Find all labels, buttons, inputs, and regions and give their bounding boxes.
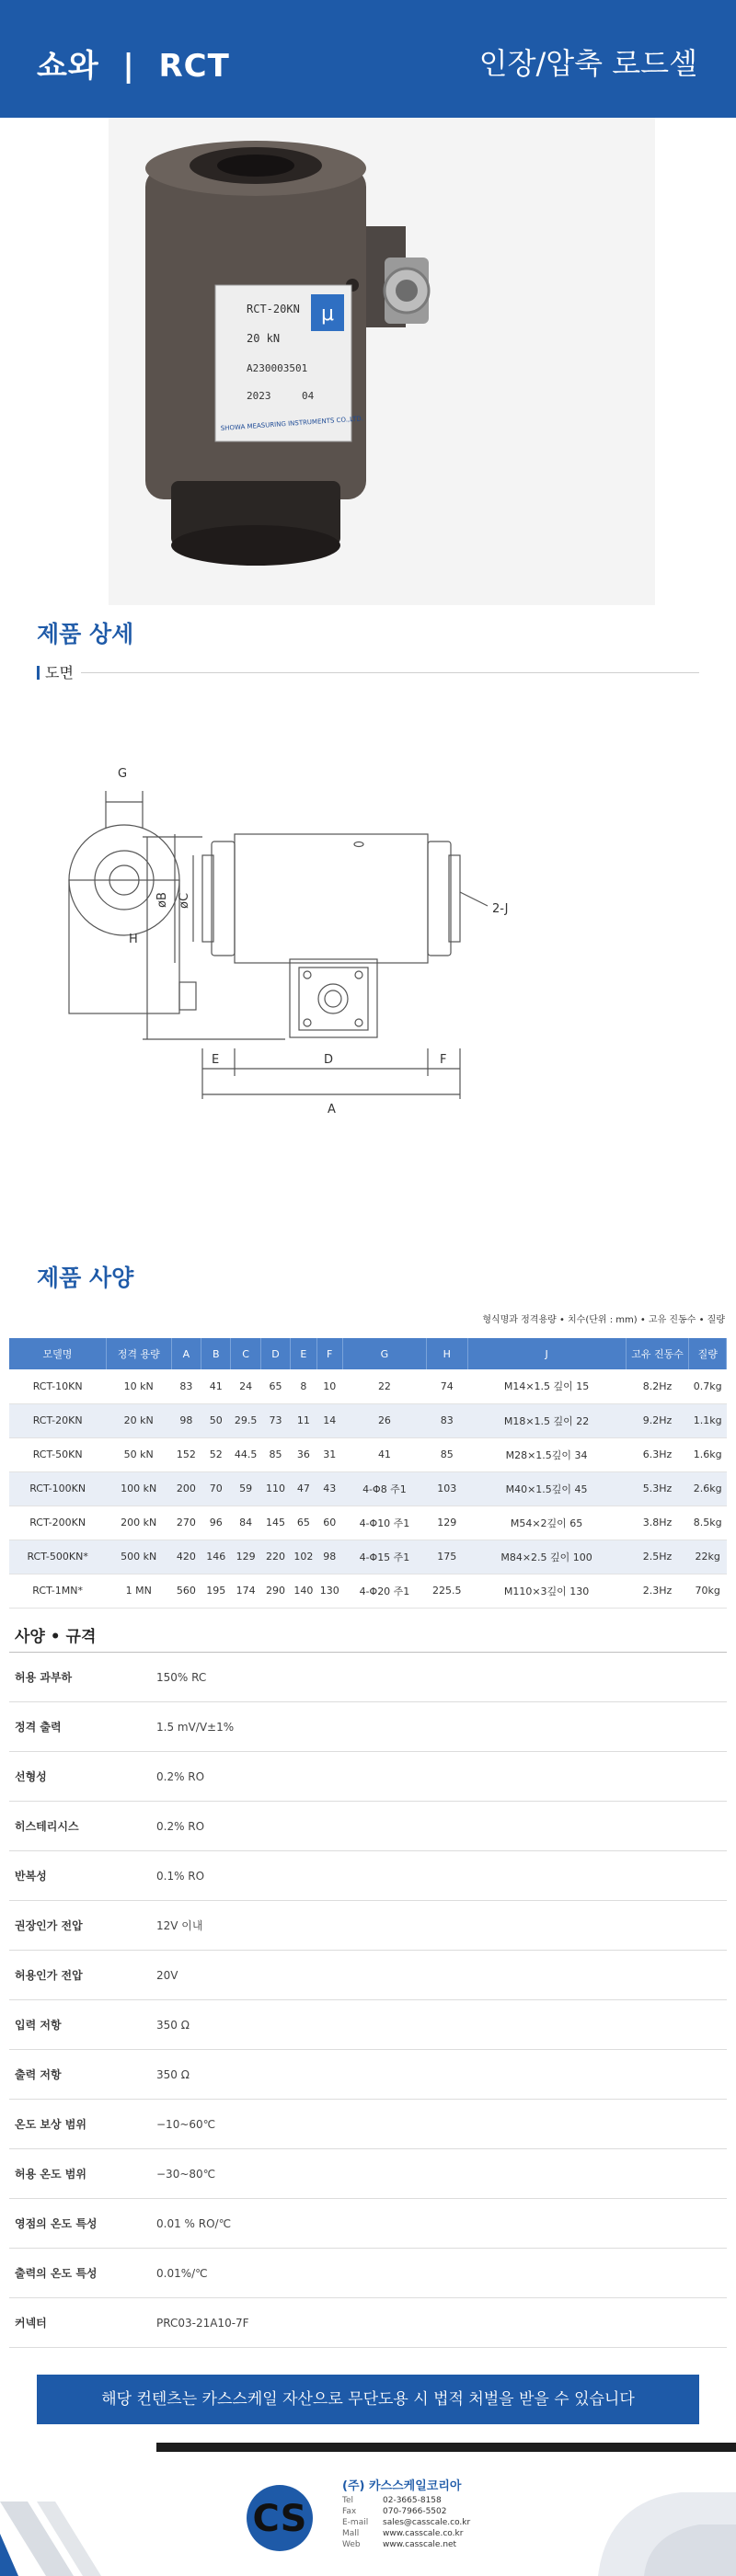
spec-key: 영점의 온도 특성: [15, 2217, 98, 2230]
table-cell: 22: [342, 1369, 426, 1403]
spec-row: [9, 1653, 727, 1702]
table-cell: 14: [316, 1403, 342, 1437]
table-row: [9, 1506, 727, 1540]
table-cell: 59: [231, 1471, 260, 1506]
table-cell: 2.3Hz: [626, 1574, 689, 1608]
spec-row: [9, 1702, 727, 1752]
spec-value: 0.1% RO: [156, 1869, 205, 1883]
table-cell: 31: [316, 1437, 342, 1471]
spec-key: 출력의 온도 특성: [15, 2267, 98, 2280]
spec-key: 허용 온도 범위: [15, 2168, 86, 2181]
table-cell: 10 kN: [106, 1369, 171, 1403]
col-header: 고유 진동수: [626, 1338, 689, 1369]
table-cell: 3.8Hz: [626, 1506, 689, 1540]
table-cell: M14×1.5 깊이 15: [467, 1369, 626, 1403]
contact-value: 070-7966-5502: [383, 2507, 447, 2516]
spec-key: 출력 저항: [15, 2068, 62, 2081]
svg-text:CS: CS: [252, 2498, 307, 2540]
table-cell: RCT-1MN*: [9, 1574, 106, 1608]
label-maker: SHOWA MEASURING INSTRUMENTS CO.,LTD.: [220, 415, 364, 432]
table-cell: 36: [291, 1437, 316, 1471]
table-cell: 41: [201, 1369, 231, 1403]
contact-label: Mall: [342, 2529, 360, 2538]
col-header: B: [201, 1338, 231, 1369]
copyright-notice: 해당 컨텐츠는 카스스케일 자산으로 무단도용 시 법적 처벌을 받을 수 있습니다: [37, 2375, 699, 2424]
spec-value: 0.01%/℃: [156, 2266, 208, 2280]
table-cell: 4-Φ15 주1: [342, 1540, 426, 1574]
table-cell: 1.6kg: [689, 1437, 727, 1471]
label-month: 04: [302, 390, 315, 402]
table-row: [9, 1437, 727, 1471]
table-cell: 129: [427, 1506, 468, 1540]
table-cell: 1 MN: [106, 1574, 171, 1608]
table-cell: M54×2깊이 65: [467, 1506, 626, 1540]
table-cell: 65: [260, 1369, 290, 1403]
spec-value: PRC03-21A10-7F: [156, 2316, 249, 2330]
table-cell: RCT-10KN: [9, 1369, 106, 1403]
col-header: G: [342, 1338, 426, 1369]
table-cell: 85: [427, 1437, 468, 1471]
section-title-detail: 제품 상세: [37, 621, 134, 647]
table-cell: RCT-20KN: [9, 1403, 106, 1437]
table-row: [9, 1403, 727, 1437]
table-cell: 174: [231, 1574, 260, 1608]
table-cell: 26: [342, 1403, 426, 1437]
table-cell: M84×2.5 깊이 100: [467, 1540, 626, 1574]
contact-row: [342, 2496, 470, 2507]
spec-value: 20V: [156, 1968, 178, 1982]
table-cell: 500 kN: [106, 1540, 171, 1574]
spec-list: [9, 1621, 727, 2348]
spec-value: 12V 이내: [156, 1919, 203, 1932]
label-capacity: 20 kN: [247, 332, 281, 345]
table-cell: RCT-500KN*: [9, 1540, 106, 1574]
spec-row: [9, 2298, 727, 2348]
spec-table: [9, 1338, 727, 1609]
col-header: J: [467, 1338, 626, 1369]
spec-value: 350 Ω: [156, 2067, 190, 2081]
table-cell: 65: [291, 1506, 316, 1540]
label-year: 2023: [247, 390, 271, 402]
spec-table-header: [9, 1338, 727, 1369]
table-cell: 24: [231, 1369, 260, 1403]
table-cell: 103: [427, 1471, 468, 1506]
company-name: (주) 카스스케일코리아: [342, 2479, 462, 2493]
spec-row: [9, 2000, 727, 2050]
table-cell: 4-Φ20 주1: [342, 1574, 426, 1608]
spec-key: 선형성: [15, 1770, 47, 1783]
spec-key: 권장인가 전압: [15, 1919, 83, 1932]
drawing-sub-label-text: 도면: [45, 664, 74, 681]
table-cell: 29.5: [231, 1403, 260, 1437]
table-cell: 200: [171, 1471, 201, 1506]
company-logo-icon: [241, 2483, 318, 2553]
spec-key: 반복성: [15, 1870, 47, 1883]
spec-value: −30~80℃: [156, 2167, 216, 2181]
table-cell: 9.2Hz: [626, 1403, 689, 1437]
table-cell: RCT-50KN: [9, 1437, 106, 1471]
table-cell: 146: [201, 1540, 231, 1574]
drawing-sub-label: [37, 661, 81, 682]
table-cell: 1.1kg: [689, 1403, 727, 1437]
table-cell: 47: [291, 1471, 316, 1506]
dim-label-g: G: [118, 767, 128, 781]
col-header: A: [171, 1338, 201, 1369]
table-cell: 420: [171, 1540, 201, 1574]
dim-label-c: øC: [178, 892, 191, 909]
table-cell: 83: [171, 1369, 201, 1403]
table-cell: 100 kN: [106, 1471, 171, 1506]
table-cell: RCT-100KN: [9, 1471, 106, 1506]
table-cell: 60: [316, 1506, 342, 1540]
spec-value: 0.01 % RO/℃: [156, 2216, 232, 2230]
spec-key: 허용인가 전압: [15, 1969, 83, 1982]
table-cell: 41: [342, 1437, 426, 1471]
col-header: E: [291, 1338, 316, 1369]
table-row: [9, 1471, 727, 1506]
table-cell: 44.5: [231, 1437, 260, 1471]
table-cell: 4-Φ8 주1: [342, 1471, 426, 1506]
table-cell: 70: [201, 1471, 231, 1506]
table-cell: 145: [260, 1506, 290, 1540]
table-cell: 5.3Hz: [626, 1471, 689, 1506]
table-cell: 50 kN: [106, 1437, 171, 1471]
spec-key: 허용 과부하: [15, 1671, 73, 1684]
spec-value: 350 Ω: [156, 2018, 190, 2032]
table-note: 형식명과 정격용량 • 치수(단위 : mm) • 고유 진동수 • 질량: [482, 1315, 725, 1325]
spec-row: [9, 2199, 727, 2249]
table-cell: 195: [201, 1574, 231, 1608]
table-cell: 8.5kg: [689, 1506, 727, 1540]
col-header: H: [427, 1338, 468, 1369]
table-cell: 98: [316, 1540, 342, 1574]
spec-row: [9, 1901, 727, 1951]
table-cell: 96: [201, 1506, 231, 1540]
dim-label-f: F: [440, 1053, 447, 1067]
dim-label-e: E: [212, 1053, 220, 1067]
contact-label: E-mail: [342, 2518, 369, 2527]
col-header: F: [316, 1338, 342, 1369]
table-cell: 225.5: [427, 1574, 468, 1608]
table-row: [9, 1574, 727, 1608]
table-cell: 129: [231, 1540, 260, 1574]
brand-title: 쇼와 | RCT: [37, 48, 230, 85]
table-cell: 70kg: [689, 1574, 727, 1608]
spec-value: 150% RC: [156, 1670, 207, 1684]
contact-row: [342, 2507, 470, 2518]
table-cell: 20 kN: [106, 1403, 171, 1437]
table-cell: M40×1.5깊이 45: [467, 1471, 626, 1506]
col-header: 정격 용량: [106, 1338, 171, 1369]
spec-key: 커넥터: [15, 2317, 47, 2330]
table-cell: 98: [171, 1403, 201, 1437]
contact-label: Fax: [342, 2507, 357, 2516]
dim-label-b: øB: [155, 892, 169, 908]
spec-key: 정격 출력: [15, 1721, 62, 1734]
spec-row: [9, 2100, 727, 2149]
table-cell: 22kg: [689, 1540, 727, 1574]
divider: [37, 672, 699, 673]
contact-label: Tel: [342, 2496, 354, 2505]
table-cell: 74: [427, 1369, 468, 1403]
contact-value: www.casscale.co.kr: [383, 2529, 464, 2538]
contact-row: [342, 2518, 470, 2529]
table-cell: 140: [291, 1574, 316, 1608]
table-row: [9, 1369, 727, 1403]
table-cell: 4-Φ10 주1: [342, 1506, 426, 1540]
label-model: RCT-20KN: [247, 303, 300, 315]
table-cell: RCT-200KN: [9, 1506, 106, 1540]
table-cell: 52: [201, 1437, 231, 1471]
spec-row: [9, 1951, 727, 2000]
spec-value: 0.2% RO: [156, 1819, 205, 1833]
col-header: C: [231, 1338, 260, 1369]
table-cell: 220: [260, 1540, 290, 1574]
spec-row: [9, 1752, 727, 1802]
table-cell: 560: [171, 1574, 201, 1608]
table-cell: 8.2Hz: [626, 1369, 689, 1403]
spec-row: [9, 2149, 727, 2199]
contact-row: [342, 2529, 470, 2540]
table-cell: 8: [291, 1369, 316, 1403]
dim-label-a: A: [328, 1103, 336, 1116]
spec-list-title: 사양 • 규격: [9, 1621, 727, 1653]
label-serial: A230003501: [247, 362, 308, 374]
spec-row: [9, 2050, 727, 2100]
page-header: [0, 0, 736, 118]
contact-row: [342, 2540, 470, 2551]
spec-key: 온도 보상 범위: [15, 2118, 86, 2131]
table-cell: M18×1.5 깊이 22: [467, 1403, 626, 1437]
dim-label-j: 2-J: [492, 902, 509, 916]
table-cell: M28×1.5깊이 34: [467, 1437, 626, 1471]
table-cell: 290: [260, 1574, 290, 1608]
table-cell: 110: [260, 1471, 290, 1506]
dim-label-d: D: [324, 1053, 334, 1067]
contact-value: sales@casscale.co.kr: [383, 2518, 471, 2527]
spec-row: [9, 1802, 727, 1851]
col-header: 모델명: [9, 1338, 106, 1369]
table-cell: 50: [201, 1403, 231, 1437]
spec-key: 히스테리시스: [15, 1820, 79, 1833]
table-cell: 175: [427, 1540, 468, 1574]
spec-value: 1.5 mV/V±1%: [156, 1720, 235, 1734]
table-cell: 6.3Hz: [626, 1437, 689, 1471]
table-cell: 85: [260, 1437, 290, 1471]
product-category-title: 인장/압축 로드셀: [478, 46, 697, 81]
table-cell: 152: [171, 1437, 201, 1471]
table-cell: 10: [316, 1369, 342, 1403]
col-header: 질량: [689, 1338, 727, 1369]
table-cell: 200 kN: [106, 1506, 171, 1540]
table-cell: M110×3깊이 130: [467, 1574, 626, 1608]
product-photo: [109, 118, 655, 605]
table-cell: 2.6kg: [689, 1471, 727, 1506]
section-title-spec: 제품 사양: [37, 1265, 134, 1291]
table-row: [9, 1540, 727, 1574]
contact-value: www.casscale.net: [383, 2540, 457, 2549]
table-cell: 43: [316, 1471, 342, 1506]
contact-label: Web: [342, 2540, 361, 2549]
spec-value: −10~60℃: [156, 2117, 216, 2131]
table-cell: 83: [427, 1403, 468, 1437]
contact-list: [342, 2496, 470, 2551]
table-cell: 2.5Hz: [626, 1540, 689, 1574]
spec-value: 0.2% RO: [156, 1769, 205, 1783]
bullet-mark: [37, 666, 40, 680]
technical-drawing: [55, 736, 699, 1168]
table-cell: 11: [291, 1403, 316, 1437]
spec-key: 입력 저항: [15, 2019, 62, 2032]
table-cell: 0.7kg: [689, 1369, 727, 1403]
table-cell: 84: [231, 1506, 260, 1540]
table-cell: 270: [171, 1506, 201, 1540]
table-cell: 73: [260, 1403, 290, 1437]
dim-label-h: H: [129, 933, 138, 946]
label-logo: μ: [321, 303, 334, 326]
table-cell: 130: [316, 1574, 342, 1608]
contact-value: 02-3665-8158: [383, 2496, 442, 2505]
table-cell: 102: [291, 1540, 316, 1574]
col-header: D: [260, 1338, 290, 1369]
spec-row: [9, 2249, 727, 2298]
spec-row: [9, 1851, 727, 1901]
footer-bar: [156, 2443, 736, 2452]
